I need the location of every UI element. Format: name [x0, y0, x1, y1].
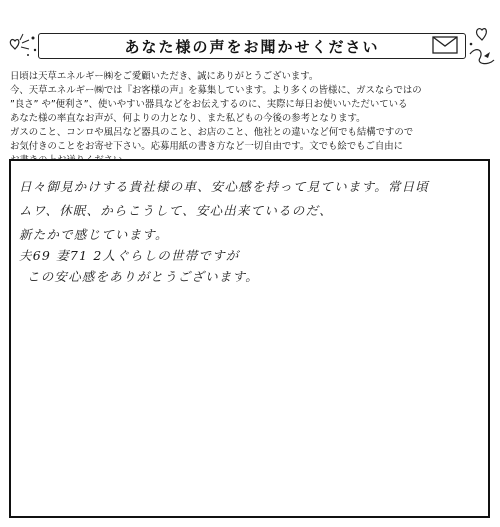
- handwritten-line: 日々御見かけする貴社様の車、安心感を持って見ています。常日頃: [19, 179, 430, 194]
- intro-line: あなた様の率直なお声が、何よりの力となり、また私どもの今後の参考となります。: [10, 113, 366, 124]
- intro-line: 日頃は天草エネルギー㈱をご愛顧いただき、誠にありがとうございます。: [10, 71, 319, 82]
- handwritten-line: 新たかで感じています。: [19, 227, 169, 242]
- handwritten-line: この安心感をありがとうございます。: [27, 269, 259, 284]
- envelope-icon: [432, 36, 458, 54]
- intro-text: [10, 70, 494, 168]
- intro-line: ガスのこと、コンロや風呂など器具のこと、お店のこと、他社との違いなど何でも結構ですので: [10, 127, 414, 138]
- heart-flourish-icon: [464, 20, 498, 70]
- header-banner: [38, 33, 466, 59]
- heart-sparkle-icon: [6, 30, 40, 60]
- handwritten-line: ムワ、休眠、からこうして、安心出来ているのだ、: [19, 203, 333, 218]
- handwritten-message-box: [9, 159, 490, 518]
- intro-line: お気付きのことをお寄せ下さい。応募用紙の書き方など一切自由です。文でも絵でもご自由に: [10, 141, 404, 152]
- intro-line: 今、天草エネルギー㈱では『お客様の声』を募集しています。より多くの皆様に、ガスならではの: [10, 85, 422, 96]
- intro-line: ”良さ” や”便利さ”、使いやすい器具などをお伝えするのに、実際に毎日お使いいただいている: [10, 99, 408, 110]
- page-title: あなた様の声をお聞かせください: [124, 38, 380, 56]
- handwritten-line: 夫69 妻71 2人ぐらしの世帯ですが: [19, 248, 240, 263]
